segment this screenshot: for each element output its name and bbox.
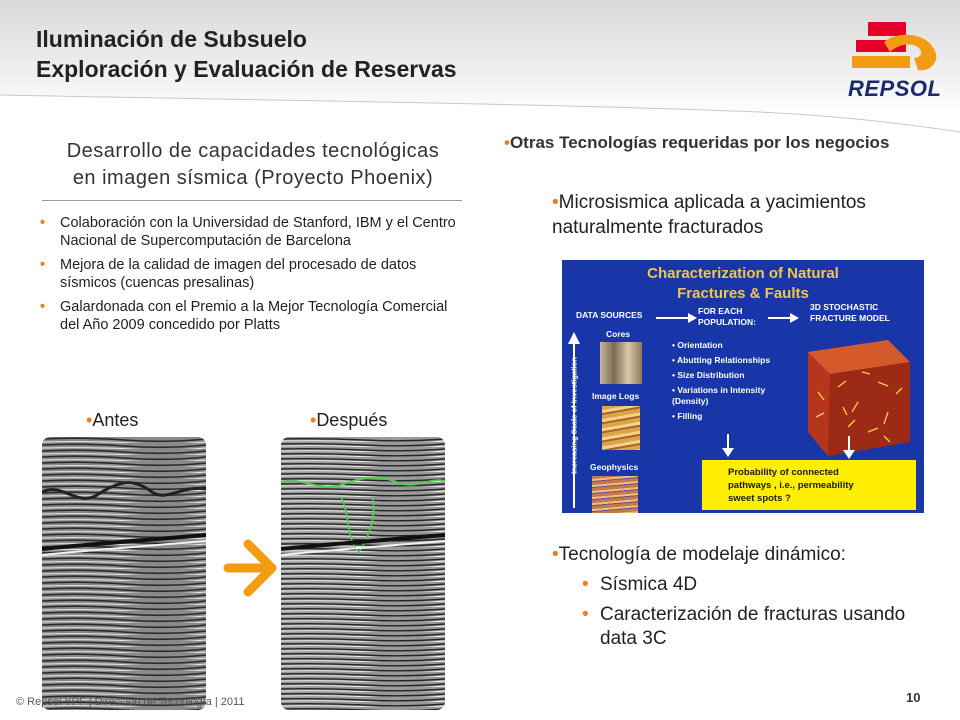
- right-sub-bullet-text: Microsismica aplicada a yacimientos naturalmente fracturados: [552, 192, 866, 238]
- figure-title-line1: Characterization of Natural: [647, 265, 839, 282]
- arrow-down-icon: [720, 434, 736, 458]
- left-heading-line2: en imagen sísmica (Proyecto Phoenix): [72, 167, 434, 189]
- figure-title-line2: Fractures & Faults: [677, 285, 809, 302]
- probability-line3: sweet spots ?: [728, 493, 791, 504]
- right-heading: •Otras Tecnologías requeridas por los negocios: [504, 133, 890, 152]
- left-bullet-list: [40, 214, 460, 340]
- figure-data-sources: DATA SOURCES: [576, 310, 643, 320]
- probability-text: [728, 466, 854, 505]
- seismic-image-before: [42, 437, 206, 710]
- fracture-characterization-figure: [562, 260, 924, 513]
- list-item: [40, 256, 460, 292]
- property-item: • Variations in Intensity (Density): [672, 385, 766, 406]
- dynamic-modeling-list: [552, 543, 932, 651]
- footer-text: © Repsol YPF | Dirección de Tecnología | 2011: [16, 696, 245, 708]
- bullet-icon: •: [582, 574, 589, 595]
- figure-axis-label: Increasing Scale of Investigation: [569, 357, 579, 474]
- cores-photo: [600, 342, 642, 384]
- list-item-text: Caracterización de fracturas usando data 3C: [600, 604, 906, 649]
- probability-line2: pathways , i.e., permeability: [728, 480, 854, 491]
- bullet-text: Colaboración con la Universidad de Stanford, IBM y el Centro Nacional de Supercomputación de Barcelona: [60, 215, 456, 249]
- right-heading-text: Otras Tecnologías requeridas por los negocios: [509, 133, 890, 152]
- after-label: Después: [316, 410, 388, 430]
- arrow-right-icon: [656, 312, 698, 324]
- list-item: [40, 214, 460, 250]
- figure-properties-list: [672, 340, 782, 422]
- dynamic-modeling-heading: •Tecnología de modelaje dinámico:: [552, 544, 846, 565]
- list-item-text: Sísmica 4D: [600, 574, 698, 595]
- arrow-down-icon: [842, 436, 856, 460]
- for-each-line1: FOR EACH: [698, 306, 743, 316]
- geophysics-photo: [592, 476, 638, 513]
- repsol-logo-text: REPSOL: [848, 76, 942, 101]
- figure-geophysics-label: Geophysics: [590, 462, 639, 472]
- property-item: • Filling: [672, 411, 703, 421]
- probability-line1: Probability of connected: [728, 467, 839, 478]
- model-line1: 3D STOCHASTIC: [810, 302, 879, 312]
- bullet-icon: •: [582, 604, 589, 625]
- before-label: Antes: [92, 410, 139, 430]
- left-heading: [22, 138, 484, 192]
- figure-for-each: [698, 306, 756, 328]
- arrow-right-icon: [222, 532, 282, 604]
- for-each-line2: POPULATION:: [698, 317, 756, 327]
- property-item: • Orientation: [672, 340, 723, 350]
- left-heading-line1: Desarrollo de capacidades tecnológicas: [66, 140, 440, 162]
- bullet-icon: •: [40, 257, 46, 273]
- figure-cores-label: Cores: [606, 329, 631, 339]
- slide-title: Iluminación de Subsuelo: [36, 26, 307, 52]
- before-caption: •Antes: [86, 410, 139, 430]
- bullet-text: Mejora de la calidad de imagen del procesado de datos sísmicos (cuencas presalinas): [60, 257, 417, 291]
- bullet-icon: •: [40, 299, 46, 315]
- right-sub-bullet: •Microsismica aplicada a yacimientos naturalmente fracturados: [552, 192, 866, 238]
- figure-image-logs-label: Image Logs: [592, 391, 640, 401]
- image-logs-photo: [602, 406, 640, 450]
- property-item: • Size Distribution: [672, 370, 745, 380]
- property-item: • Abutting Relationships: [672, 355, 771, 365]
- list-item: [552, 603, 932, 651]
- after-caption: •Después: [310, 410, 388, 430]
- bullet-text: Galardonada con el Premio a la Mejor Tecnología Comercial del Año 2009 concedido por Platts: [60, 299, 448, 333]
- bullet-icon: •: [40, 215, 46, 231]
- list-item: [552, 573, 932, 597]
- dynamic-modeling-text: Tecnología de modelaje dinámico:: [558, 544, 846, 565]
- list-item: [40, 298, 460, 334]
- model-line2: FRACTURE MODEL: [810, 313, 890, 323]
- slide-subtitle: Exploración y Evaluación de Reservas: [36, 56, 457, 82]
- page-number: 10: [906, 690, 921, 705]
- seismic-image-after: [281, 437, 445, 710]
- figure-title: [562, 264, 924, 304]
- figure-model-label: [810, 302, 890, 324]
- divider: [42, 200, 462, 201]
- arrow-right-icon: [768, 312, 800, 324]
